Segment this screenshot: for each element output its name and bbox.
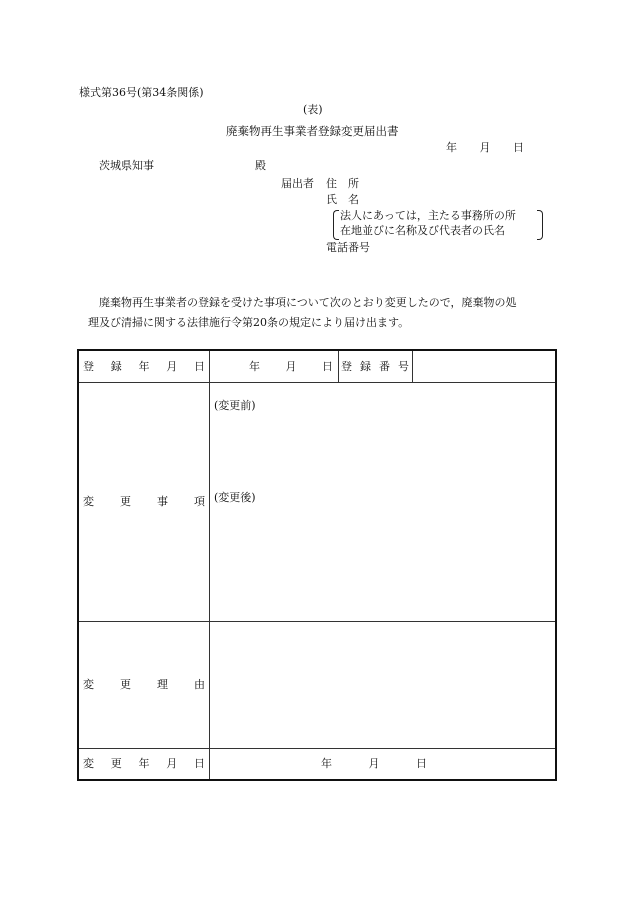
column-divider-regnum-value: [412, 351, 413, 382]
side-label: (表): [303, 103, 323, 116]
change-date-label-char: 更: [110, 756, 122, 770]
date-year: 年: [446, 141, 457, 154]
reg-number-label-char: 登: [341, 359, 352, 373]
change-items-label-char: 更: [120, 494, 131, 508]
reg-number-field[interactable]: [414, 351, 555, 382]
phone-label: 電話番号: [326, 241, 370, 254]
left-bracket: [333, 210, 339, 240]
form-table: [77, 349, 557, 781]
change-date-label-char: 変: [83, 756, 94, 770]
date-day: 日: [513, 141, 524, 154]
reg-number-label-char: 録: [360, 359, 371, 373]
reg-date-label: [83, 351, 205, 382]
change-date-field[interactable]: [321, 748, 427, 779]
reg-number-label-char: 号: [398, 359, 409, 373]
change-reason-field[interactable]: [211, 621, 555, 748]
change-items-label-char: 項: [194, 494, 205, 508]
change-date-month: 月: [368, 756, 380, 770]
reg-date-label-char: 月: [166, 359, 178, 373]
corporate-note: [333, 210, 543, 240]
reg-date-field[interactable]: [249, 351, 333, 382]
change-reason-label-char: 理: [157, 677, 168, 691]
change-date-label: [83, 748, 205, 779]
address-label: 住 所: [326, 177, 359, 190]
addressee-name: 茨城県知事: [99, 159, 154, 172]
change-date-label-char: 日: [194, 756, 205, 770]
change-date-day: 日: [416, 756, 427, 770]
change-items-field[interactable]: [211, 382, 555, 621]
date-month: 月: [479, 141, 491, 154]
change-reason-label: [83, 621, 205, 748]
applicant-label: 届出者: [281, 177, 314, 190]
right-bracket: [537, 210, 543, 240]
change-date-label-char: 月: [166, 756, 178, 770]
reg-date-label-char: 年: [138, 359, 150, 373]
change-reason-label-char: 変: [83, 677, 94, 691]
reg-date-month: 月: [285, 359, 297, 373]
before-label: (変更前): [214, 399, 256, 412]
form-number: 様式第36号(第34条関係): [79, 86, 204, 99]
body-text-line2: 理及び清掃に関する法律施行令第20条の規定により届け出ます。: [88, 316, 410, 329]
change-reason-label-char: 由: [194, 677, 205, 691]
body-text-line1: 廃棄物再生事業者の登録を受けた事項について次のとおり変更したので，廃棄物の処: [99, 296, 517, 309]
change-date-year: 年: [321, 756, 332, 770]
document-title: 廃棄物再生事業者登録変更届出書: [226, 124, 399, 138]
change-items-label-char: 変: [83, 494, 94, 508]
reg-date-label-char: 録: [110, 359, 122, 373]
reg-number-label: [341, 351, 409, 382]
change-date-label-char: 年: [138, 756, 150, 770]
reg-number-label-char: 番: [379, 359, 390, 373]
addressee-honorific: 殿: [255, 159, 266, 172]
date-line: [446, 141, 524, 155]
reg-date-label-char: 日: [194, 359, 205, 373]
reg-date-label-char: 登: [83, 359, 94, 373]
column-divider-regnum-label: [338, 351, 339, 382]
change-items-label-char: 事: [157, 494, 168, 508]
corporate-note-line1: 法人にあっては，主たる事務所の所: [340, 209, 516, 222]
change-reason-label-char: 更: [120, 677, 131, 691]
change-items-label: [83, 382, 205, 621]
name-label: 氏 名: [326, 193, 359, 206]
corporate-note-line2: 在地並びに名称及び代表者の氏名: [340, 224, 505, 237]
column-divider-label: [209, 351, 210, 779]
after-label: (変更後): [214, 491, 256, 504]
reg-date-day: 日: [322, 359, 333, 373]
reg-date-year: 年: [249, 359, 260, 373]
